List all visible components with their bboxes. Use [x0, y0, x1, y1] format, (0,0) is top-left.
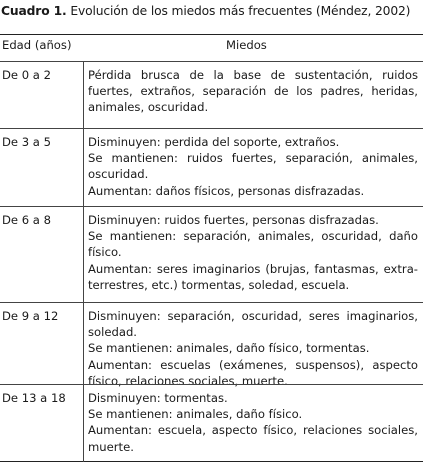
header-age: Edad (años)	[2, 38, 72, 52]
fears-line: Pérdida brusca de la base de sustentación, ruidos fuertes, extraños, separación de los padres, heridas, animales, oscuridad.	[88, 68, 418, 115]
table-row	[0, 128, 423, 207]
age-cell: De 13 a 18	[2, 391, 66, 405]
fears-table	[0, 34, 423, 462]
table-header-row	[0, 35, 423, 61]
fears-line: Se mantienen: separación, animales, oscuridad, daño físico.	[88, 229, 418, 260]
column-divider	[83, 303, 84, 385]
table-row	[0, 302, 423, 388]
column-divider	[83, 207, 84, 303]
fears-cell	[88, 212, 418, 293]
fears-line: Disminuyen: perdida del soporte, extraños.	[88, 135, 340, 149]
fears-line: Se mantienen: animales, daño físico.	[88, 407, 303, 422]
table-row	[0, 384, 423, 462]
column-divider	[83, 385, 84, 462]
fears-line: Disminuyen: ruidos fuertes, personas disfrazadas.	[88, 213, 379, 227]
table-row	[0, 206, 423, 303]
age-cell: De 0 a 2	[2, 68, 51, 82]
column-divider	[83, 62, 84, 129]
fears-line: Se mantienen: ruidos fuertes, separación, animales, oscuridad.	[88, 151, 418, 182]
caption-text: Evolución de los miedos más frecuentes (Méndez, 2002)	[66, 4, 411, 18]
fears-line: Aumentan: escuelas (exámenes, suspensos), aspecto físico, relaciones sociales, muerte.	[88, 357, 418, 388]
caption-label: Cuadro 1.	[1, 4, 67, 18]
age-cell: De 3 a 5	[2, 135, 51, 149]
fears-line: Disminuyen: tormentas.	[88, 391, 228, 405]
table-row	[0, 61, 423, 129]
header-fears: Miedos	[226, 38, 267, 52]
column-divider	[83, 129, 84, 207]
fears-line: Aumentan: seres imaginarios (brujas, fantasmas, extra-terrestres, etc.) tormentas, soledad, escuela.	[88, 261, 418, 292]
fears-cell	[88, 67, 418, 116]
fears-cell	[88, 308, 418, 389]
table-caption	[1, 4, 421, 19]
age-cell: De 9 a 12	[2, 309, 59, 323]
fears-cell	[88, 390, 418, 455]
fears-cell	[88, 134, 418, 199]
fears-line: Aumentan: escuela, aspecto físico, relaciones sociales, muerte.	[88, 423, 418, 454]
age-cell: De 6 a 8	[2, 213, 51, 227]
fears-line: Disminuyen: separación, oscuridad, seres imaginarios, soledad.	[88, 309, 418, 340]
fears-line: Aumentan: daños físicos, personas disfrazadas.	[88, 183, 365, 198]
fears-line: Se mantienen: animales, daño físico, tormentas.	[88, 341, 370, 356]
